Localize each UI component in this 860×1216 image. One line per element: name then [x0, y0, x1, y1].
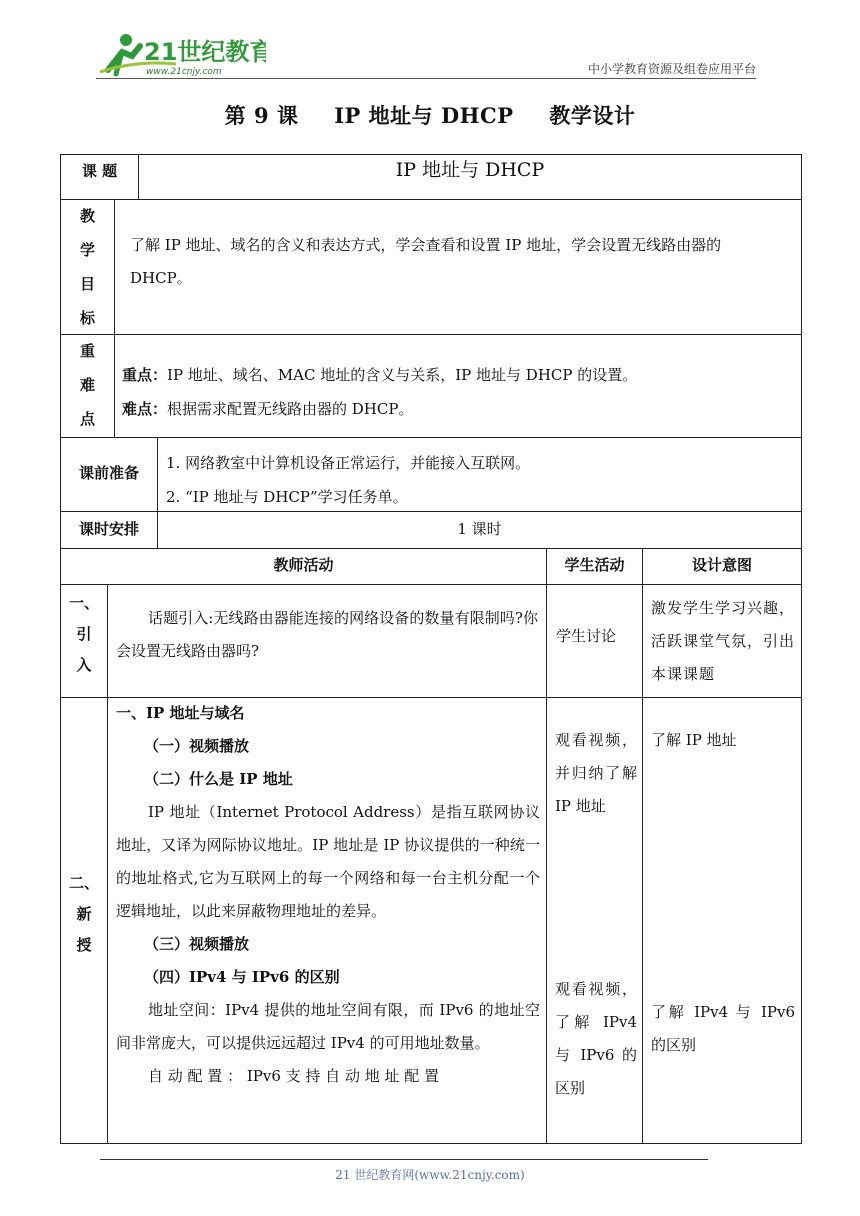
section2-intent-1: 了解 IP 地址 [651, 731, 737, 749]
header-divider [96, 78, 756, 79]
address-space-paragraph: 地址空间：IPv4 提供的地址空间有限，而 IPv6 的地址空间非常庞大，可以提供远远超过 IPv4 的可用地址数量。 [116, 1001, 540, 1052]
section2-heading: 一、IP 地址与域名 [116, 704, 245, 722]
teacher-activity-header: 教师活动 [273, 556, 334, 574]
subheading: （一）视频播放 [144, 737, 250, 755]
student-activity-header: 学生活动 [564, 556, 625, 574]
title-topic: IP 地址与 DHCP [334, 103, 514, 128]
prep-item: 2. “IP 地址与 DHCP”学习任务单。 [166, 488, 408, 506]
page-title [0, 100, 860, 130]
topic-value: IP 地址与 DHCP [395, 159, 545, 181]
auto-config-paragraph: 自 动 配 置 ： IPv6 支 持 自 动 地 址 配 置 [148, 1067, 440, 1085]
svg-text:21世纪教育: 21世纪教育 [144, 38, 266, 66]
subheading: （四）IPv4 与 IPv6 的区别 [144, 968, 340, 986]
subheading: （三）视频播放 [144, 935, 250, 953]
subheading: （二）什么是 IP 地址 [144, 770, 293, 788]
ip-definition-paragraph: IP 地址（Internet Protocol Address）是指互联网协议地址，又译为网际协议地址。IP 地址是 IP 协议提供的一种统一的地址格式,它为互联网上的每一个网络和每一台主机分配一个逻辑地址，以此来屏蔽物理地址的差异。 [116, 803, 540, 920]
prep-item: 1. 网络教室中计算机设备正常运行，并能接入互联网。 [166, 454, 531, 472]
footer-link[interactable]: 21 世纪教育网(www.21cnjy.com) [335, 1168, 525, 1182]
title-suffix: 教学设计 [549, 103, 636, 128]
header-tagline: 中小学教育资源及组卷应用平台 [587, 62, 756, 76]
runner-logo-icon [96, 30, 266, 82]
section1-label: 一、 引 入 [68, 594, 99, 674]
time-value: 1 课时 [457, 520, 502, 538]
section1-student: 学生讨论 [556, 627, 617, 645]
section2-student-1: 观看视频，并归纳了解 IP 地址 [555, 731, 637, 815]
key-prefix: 重点： [122, 366, 168, 384]
hard-text: 根据需求配置无线路由器的 DHCP。 [167, 400, 414, 418]
prep-list [166, 446, 786, 514]
prep-label: 课前准备 [78, 464, 139, 482]
design-intent-header: 设计意图 [691, 556, 752, 574]
goal-label: 教 学 目 标 [79, 207, 95, 327]
time-label: 课时安排 [78, 520, 139, 538]
section2-student-2: 观看视频，了解 IPv4 与 IPv6 的区别 [555, 980, 637, 1097]
section1-intent: 激发学生学习兴趣，活跃课堂气氛，引出本课课题 [651, 599, 796, 683]
goal-text: 了解 IP 地址、域名的含义和表达方式，学会查看和设置 IP 地址，学会设置无线路由器的 DHCP。 [130, 236, 722, 287]
hard-prefix: 难点： [122, 400, 168, 418]
svg-text:www.21cnjy.com: www.21cnjy.com [146, 67, 222, 77]
title-lesson: 第 9 课 [224, 103, 299, 128]
brand-logo [96, 30, 266, 82]
topic-label: 课 题 [81, 162, 118, 180]
section1-teacher: 话题引入:无线路由器能连接的网络设备的数量有限制吗?你会设置无线路由器吗? [116, 609, 538, 660]
footer-divider [100, 1159, 708, 1160]
key-text: IP 地址、域名、MAC 地址的含义与关系，IP 地址与 DHCP 的设置。 [167, 366, 638, 384]
section2-teacher [116, 697, 540, 1093]
section2-intent-2: 了解 IPv4 与 IPv6 的区别 [651, 1003, 795, 1054]
keypoint-text [122, 358, 792, 426]
keypoint-label: 重 难 点 [79, 342, 95, 428]
section2-label: 二、 新 授 [68, 874, 99, 954]
